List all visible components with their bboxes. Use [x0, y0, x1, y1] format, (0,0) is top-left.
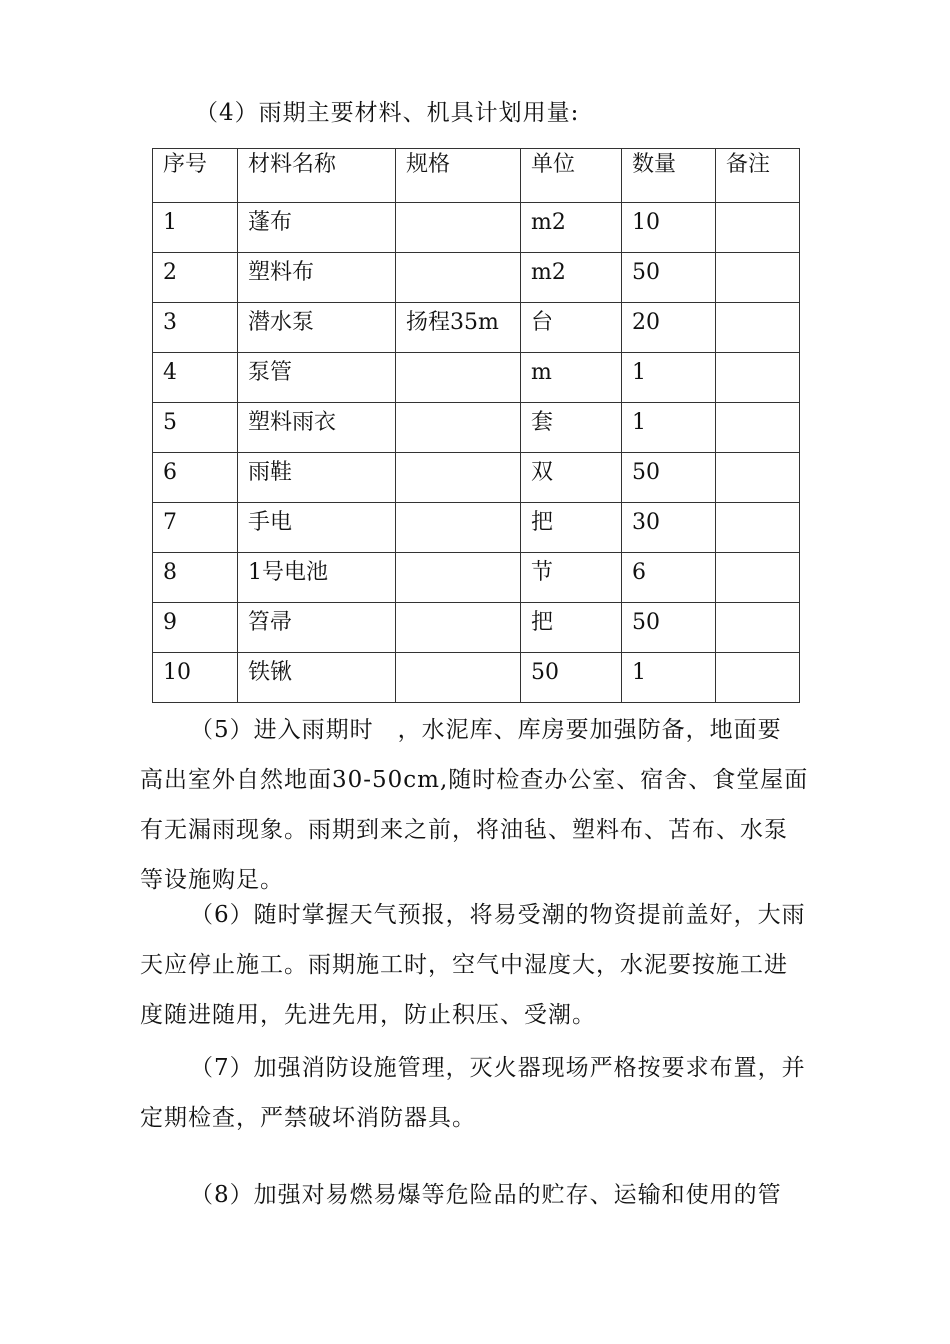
- table-cell: 9: [153, 603, 238, 653]
- table-cell: 把: [521, 603, 622, 653]
- paragraph-line: 天应停止施工。雨期施工时，空气中湿度大，水泥要按施工进: [140, 952, 788, 978]
- table-cell: 蓬布: [238, 203, 396, 253]
- table-row: [153, 353, 800, 403]
- table-cell: [716, 203, 800, 253]
- table-cell: 50: [622, 603, 716, 653]
- table-cell: 节: [521, 553, 622, 603]
- table-cell: 3: [153, 303, 238, 353]
- paragraph-line: （7）加强消防设施管理，灭火器现场严格按要求布置，并: [190, 1055, 806, 1081]
- table-cell: 笤帚: [238, 603, 396, 653]
- table-cell: 塑料布: [238, 253, 396, 303]
- table-cell: 5: [153, 403, 238, 453]
- table-row: [153, 453, 800, 503]
- table-cell: 双: [521, 453, 622, 503]
- materials-table: [152, 148, 800, 703]
- paragraph-line: 有无漏雨现象。雨期到来之前，将油毡、塑料布、苫布、水泵: [140, 817, 788, 843]
- paragraph-line: 定期检查，严禁破坏消防器具。: [140, 1105, 476, 1131]
- paragraph-line: 高出室外自然地面30-50cm,随时检查办公室、宿舍、食堂屋面: [140, 767, 809, 793]
- table-row: [153, 403, 800, 453]
- table-row: [153, 503, 800, 553]
- table-row: [153, 553, 800, 603]
- table-cell: 铁锹: [238, 653, 396, 703]
- table-cell: [396, 353, 521, 403]
- table-cell: [396, 603, 521, 653]
- table-cell: m2: [521, 203, 622, 253]
- table-cell: 7: [153, 503, 238, 553]
- table-cell: [716, 403, 800, 453]
- table-cell: [396, 203, 521, 253]
- paragraph-6: [140, 890, 820, 1040]
- table-cell: 50: [521, 653, 622, 703]
- header-cell: 单位: [521, 149, 622, 203]
- table-cell: 10: [153, 653, 238, 703]
- table-cell: [396, 653, 521, 703]
- table-cell: [716, 353, 800, 403]
- table-cell: m2: [521, 253, 622, 303]
- table-cell: 泵管: [238, 353, 396, 403]
- paragraph-line: （8）加强对易燃易爆等危险品的贮存、运输和使用的管: [190, 1182, 782, 1208]
- table-cell: 8: [153, 553, 238, 603]
- table-cell: 6: [622, 553, 716, 603]
- header-cell: 规格: [396, 149, 521, 203]
- table-cell: 手电: [238, 503, 396, 553]
- table-cell: [716, 553, 800, 603]
- table-cell: [716, 603, 800, 653]
- table-cell: 6: [153, 453, 238, 503]
- table-row: [153, 253, 800, 303]
- table-cell: 套: [521, 403, 622, 453]
- table-cell: 2: [153, 253, 238, 303]
- table-cell: [716, 453, 800, 503]
- table-cell: [716, 253, 800, 303]
- table-cell: 雨鞋: [238, 453, 396, 503]
- header-cell: 序号: [153, 149, 238, 203]
- table-cell: 台: [521, 303, 622, 353]
- table-cell: 1: [622, 653, 716, 703]
- table-cell: [396, 403, 521, 453]
- table-cell: 10: [622, 203, 716, 253]
- paragraph-line: （6）随时掌握天气预报，将易受潮的物资提前盖好，大雨: [190, 902, 806, 928]
- table-cell: [396, 453, 521, 503]
- table-cell: [396, 553, 521, 603]
- table-header-row: [153, 149, 800, 203]
- table-cell: [396, 503, 521, 553]
- table-cell: [716, 653, 800, 703]
- table-cell: 1号电池: [238, 553, 396, 603]
- paragraph-line: 度随进随用，先进先用，防止积压、受潮。: [140, 1002, 596, 1028]
- table-cell: [716, 503, 800, 553]
- table-row: [153, 303, 800, 353]
- paragraph-line: （5）进入雨期时 ，水泥库、库房要加强防备，地面要: [190, 717, 782, 743]
- paragraph-8: [140, 1170, 820, 1220]
- table-cell: 20: [622, 303, 716, 353]
- table-cell: 1: [622, 403, 716, 453]
- table-row: [153, 653, 800, 703]
- table-row: [153, 603, 800, 653]
- table-cell: 4: [153, 353, 238, 403]
- section-heading: （4）雨期主要材料、机具计划用量:: [195, 100, 580, 126]
- table-cell: [396, 253, 521, 303]
- table-cell: [716, 303, 800, 353]
- paragraph-5: [140, 705, 820, 905]
- table-cell: 扬程35m: [396, 303, 521, 353]
- table-cell: 潜水泵: [238, 303, 396, 353]
- header-cell: 备注: [716, 149, 800, 203]
- table-cell: m: [521, 353, 622, 403]
- table-row: [153, 203, 800, 253]
- paragraph-line: 等设施购足。: [140, 867, 284, 893]
- table-cell: 塑料雨衣: [238, 403, 396, 453]
- paragraph-7: [140, 1043, 820, 1143]
- table-cell: 1: [622, 353, 716, 403]
- table-cell: 1: [153, 203, 238, 253]
- table-cell: 30: [622, 503, 716, 553]
- table-cell: 50: [622, 253, 716, 303]
- header-cell: 数量: [622, 149, 716, 203]
- header-cell: 材料名称: [238, 149, 396, 203]
- table-cell: 50: [622, 453, 716, 503]
- table-cell: 把: [521, 503, 622, 553]
